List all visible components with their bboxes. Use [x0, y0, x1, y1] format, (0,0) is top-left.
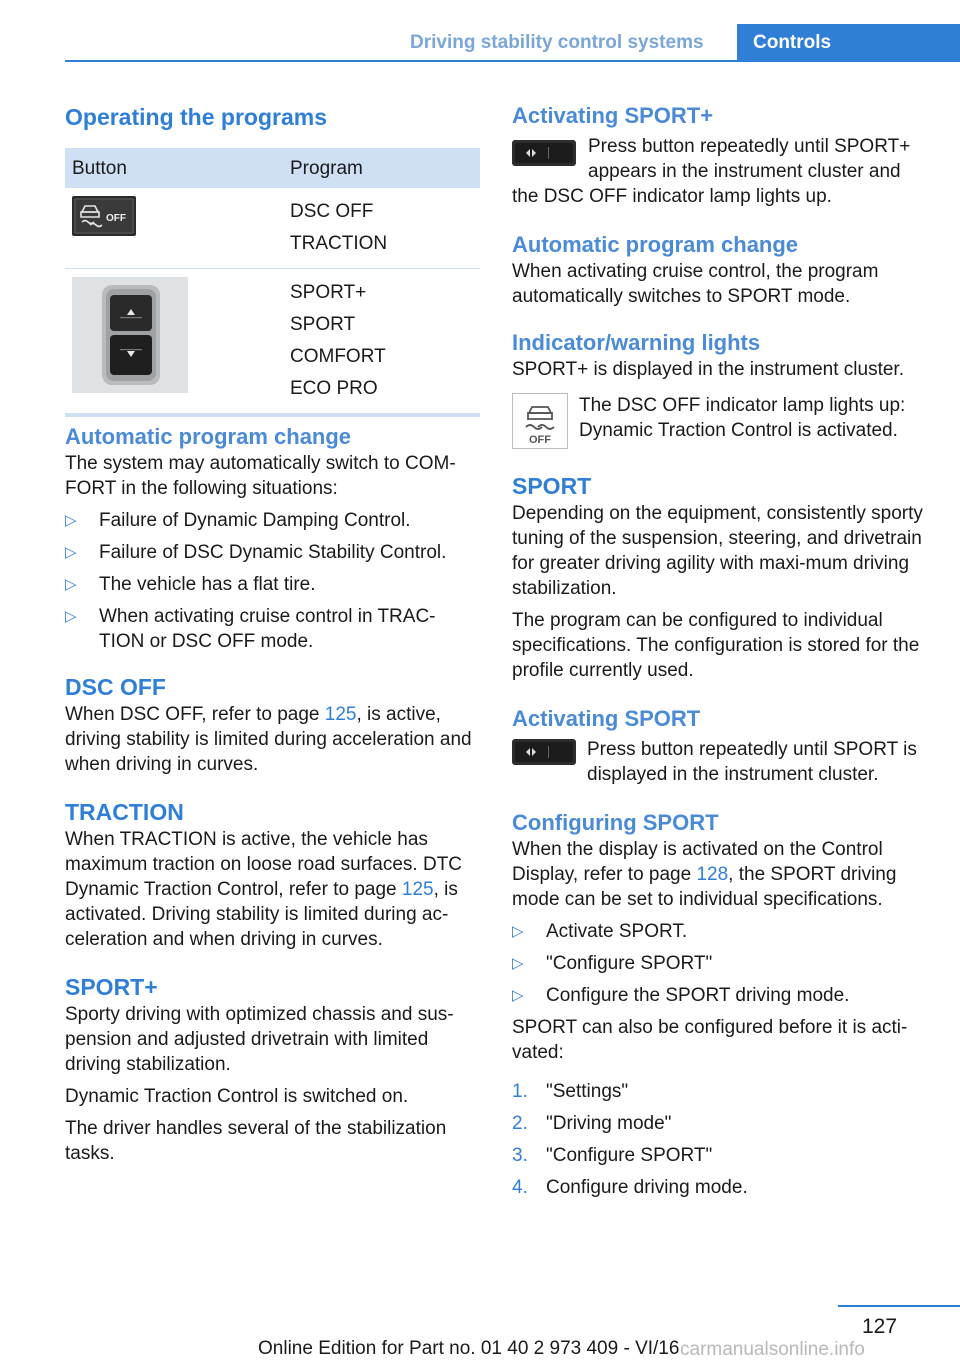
mode-button-icon	[512, 737, 576, 767]
step-number: 1.	[512, 1081, 528, 1102]
list-item: ▷ Activate SPORT.	[512, 921, 688, 942]
button-cell	[65, 188, 283, 269]
button-cell	[65, 269, 283, 416]
list-item: ▷ Configure the SPORT driving mode.	[512, 985, 850, 1006]
program-sport-plus: SPORT+	[290, 282, 367, 303]
bullet-icon: ▷	[512, 987, 524, 1004]
activating-sport-block	[512, 737, 927, 787]
activating-sport-title: Activating SPORT	[512, 706, 701, 731]
sport-plus-title: SPORT+	[65, 974, 158, 1000]
dsc-off-lamp-icon	[512, 393, 568, 449]
sport-title: SPORT	[512, 473, 592, 499]
col-header-button: Button	[65, 148, 283, 188]
auto-change-text: The system may automatically switch to COM‐FORT in the following situations:	[65, 453, 456, 499]
step-number: 2.	[512, 1113, 528, 1134]
program-cell	[283, 269, 480, 416]
mode-button-icon	[512, 138, 576, 168]
bullet-icon: ▷	[65, 608, 77, 625]
bullet-icon: ▷	[512, 955, 524, 972]
auto-change-title: Automatic program change	[65, 424, 352, 449]
dsc-off-text: When DSC OFF, refer to page 125, is active, driving stability is limited during acceleration and when driving in curves.	[65, 704, 472, 775]
indicator-title: Indicator/warning lights	[512, 330, 761, 355]
bullet-icon: ▷	[65, 576, 77, 593]
dsc-off-button-icon	[72, 196, 136, 236]
watermark: carmanualsonline.info	[680, 1339, 865, 1360]
table-header-row	[65, 148, 480, 188]
sport-plus-text: Sporty driving with optimized chassis and sus‐pension and adjusted drivetrain with limited driving stabilization.	[65, 1004, 454, 1075]
page-link[interactable]: 125	[324, 704, 357, 725]
program-eco-pro: ECO PRO	[290, 378, 378, 399]
program-dsc-off: DSC OFF	[290, 201, 374, 222]
configuring-sport-title: Configuring SPORT	[512, 810, 719, 835]
header-tab-controls[interactable]: Controls	[737, 24, 960, 61]
program-traction: TRACTION	[290, 233, 388, 254]
programs-table	[65, 148, 480, 417]
sport-plus-text: Dynamic Traction Control is switched on.	[65, 1086, 409, 1107]
page-number: 127	[862, 1315, 898, 1338]
footer-rule	[838, 1305, 960, 1307]
header-section-title: Driving stability control systems	[410, 32, 704, 53]
list-item: 4. Configure driving mode.	[512, 1177, 748, 1198]
configuring-sport-text: When the display is activated on the Control Display, refer to page 128, the SPORT driving mode can be set to individual specifications.	[512, 839, 897, 910]
activating-sport-text: Press button repeatedly until SPORT is displayed in the instrument cluster.	[587, 739, 917, 785]
auto-change-title: Automatic program change	[512, 232, 799, 257]
activating-sport-plus-block	[512, 134, 927, 209]
indicator-lamp-text: The DSC OFF indicator lamp lights up: Dynamic Traction Control is activated.	[579, 395, 906, 441]
program-sport: SPORT	[290, 314, 356, 335]
bullet-icon: ▷	[65, 544, 77, 561]
list-item: ▷ The vehicle has a flat tire.	[65, 574, 316, 595]
program-comfort: COMFORT	[290, 346, 386, 367]
table-row	[65, 188, 480, 269]
list-item: 2. "Driving mode"	[512, 1113, 672, 1134]
traction-text: When TRACTION is active, the vehicle has maximum traction on loose road surfaces. DTC Dynamic Traction Control, refer to page 125, is activated. Driving stability is limited during ac‐celeration and when driving in curves.	[65, 829, 463, 950]
header-rule	[65, 60, 960, 62]
col-header-program: Program	[283, 148, 480, 188]
list-item: ▷ When activating cruise control in TRAC‐TION or DSC OFF mode.	[65, 606, 436, 652]
left-body	[65, 423, 480, 1166]
page-link[interactable]: 125	[401, 879, 434, 900]
operating-programs-title: Operating the programs	[65, 104, 327, 130]
sport-text: Depending on the equipment, consistently sporty tuning of the suspension, steering, and drivetrain for greater driving agility with maxi‐mum driving stabilization.	[512, 503, 923, 599]
list-item: ▷ "Configure SPORT"	[512, 953, 713, 974]
configuring-sport-text: SPORT can also be configured before it is acti‐vated:	[512, 1017, 908, 1063]
right-body	[512, 102, 927, 1207]
svg-text:OFF: OFF	[106, 213, 126, 224]
indicator-lamp-block	[512, 393, 927, 451]
dsc-off-title: DSC OFF	[65, 674, 166, 700]
list-item: 1. "Settings"	[512, 1081, 629, 1102]
table-row	[65, 269, 480, 416]
edition-text: Online Edition for Part no. 01 40 2 973 409 - VI/16	[258, 1338, 680, 1359]
activating-sport-plus-title: Activating SPORT+	[512, 103, 714, 128]
traction-title: TRACTION	[65, 799, 184, 825]
svg-text:OFF: OFF	[529, 434, 551, 446]
activating-sport-plus-text: Press button repeatedly until SPORT+ appears in the instrument cluster and the DSC OFF indicator lamp lights up.	[512, 136, 911, 207]
sport-plus-text: The driver handles several of the stabilization tasks.	[65, 1118, 447, 1164]
page-link[interactable]: 128	[696, 864, 729, 885]
step-number: 3.	[512, 1145, 528, 1166]
auto-change-text: When activating cruise control, the program automatically switches to SPORT mode.	[512, 261, 879, 307]
step-number: 4.	[512, 1177, 528, 1198]
bullet-icon: ▷	[512, 923, 524, 940]
list-item: 3. "Configure SPORT"	[512, 1145, 713, 1166]
list-item: ▷ Failure of DSC Dynamic Stability Control.	[65, 542, 447, 563]
list-item: ▷ Failure of Dynamic Damping Control.	[65, 510, 411, 531]
indicator-text: SPORT+ is displayed in the instrument cluster.	[512, 359, 904, 380]
driving-mode-switch-icon	[72, 277, 188, 393]
sport-text: The program can be configured to individual specifications. The configuration is stored for the profile currently used.	[512, 610, 920, 681]
bullet-icon: ▷	[65, 512, 77, 529]
